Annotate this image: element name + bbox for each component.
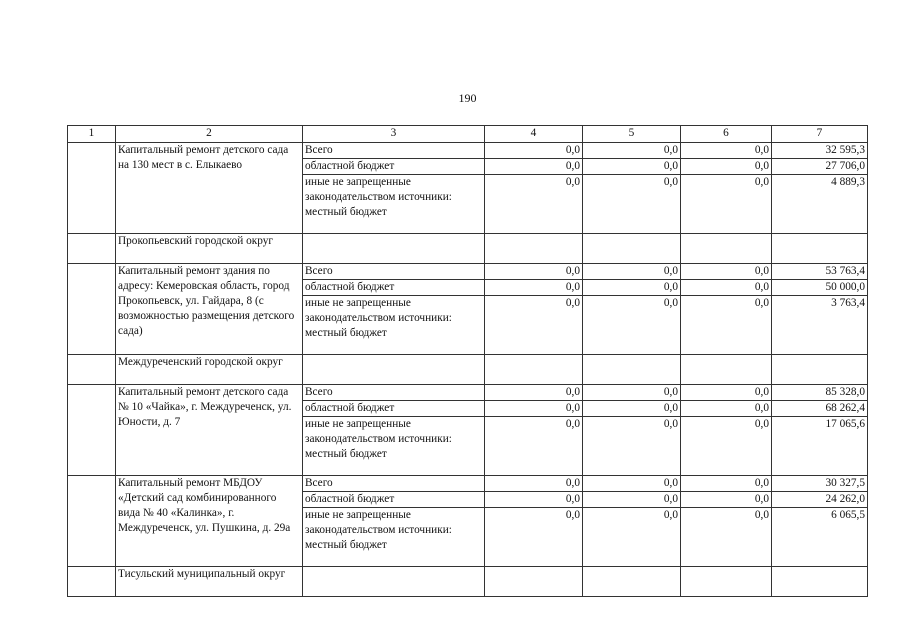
amount-cell: 17 065,6 (772, 417, 868, 476)
amount-cell: 0,0 (485, 280, 583, 296)
empty-cell (772, 355, 868, 385)
amount-cell: 0,0 (681, 385, 772, 401)
amount-cell: 0,0 (681, 476, 772, 492)
funding-source-label: Всего (303, 143, 485, 159)
amount-cell: 0,0 (485, 508, 583, 567)
budget-table (67, 125, 868, 597)
empty-cell (303, 567, 485, 597)
column-number: 1 (68, 126, 116, 143)
amount-cell: 53 763,4 (772, 264, 868, 280)
amount-cell: 0,0 (583, 476, 681, 492)
row-number-cell (68, 385, 116, 401)
amount-cell: 32 595,3 (772, 143, 868, 159)
amount-cell: 0,0 (485, 175, 583, 234)
column-number: 7 (772, 126, 868, 143)
amount-cell: 0,0 (583, 296, 681, 355)
amount-cell: 0,0 (583, 508, 681, 567)
funding-source-label: иные не запрещенные законодательством источники: местный бюджет (303, 417, 485, 476)
amount-cell: 0,0 (583, 385, 681, 401)
amount-cell: 0,0 (681, 492, 772, 508)
row-number-cell (68, 492, 116, 508)
municipality-row (68, 234, 868, 264)
amount-cell: 27 706,0 (772, 159, 868, 175)
amount-cell: 0,0 (485, 492, 583, 508)
amount-cell: 0,0 (583, 159, 681, 175)
row-number-cell (68, 567, 116, 597)
amount-cell: 3 763,4 (772, 296, 868, 355)
amount-cell: 0,0 (681, 143, 772, 159)
amount-cell: 0,0 (681, 159, 772, 175)
municipality-row (68, 567, 868, 597)
column-number: 4 (485, 126, 583, 143)
amount-cell: 0,0 (485, 264, 583, 280)
empty-cell (583, 234, 681, 264)
row-number-cell (68, 264, 116, 280)
empty-cell (303, 234, 485, 264)
funding-source-label: Всего (303, 476, 485, 492)
amount-cell: 0,0 (583, 492, 681, 508)
amount-cell: 0,0 (681, 417, 772, 476)
amount-cell: 0,0 (583, 280, 681, 296)
amount-cell: 0,0 (681, 508, 772, 567)
amount-cell: 68 262,4 (772, 401, 868, 417)
row-number-cell (68, 401, 116, 417)
empty-cell (485, 234, 583, 264)
page-number: 190 (458, 91, 477, 105)
amount-cell: 50 000,0 (772, 280, 868, 296)
column-number-header (68, 126, 868, 143)
municipality-row (68, 355, 868, 385)
amount-cell: 0,0 (681, 296, 772, 355)
amount-cell: 0,0 (485, 296, 583, 355)
amount-cell: 0,0 (681, 264, 772, 280)
row-number-cell (68, 355, 116, 385)
empty-cell (583, 355, 681, 385)
row-number-cell (68, 417, 116, 476)
amount-cell: 0,0 (485, 159, 583, 175)
empty-cell (303, 355, 485, 385)
column-number: 2 (116, 126, 303, 143)
amount-cell: 0,0 (681, 175, 772, 234)
column-number: 3 (303, 126, 485, 143)
funding-source-label: областной бюджет (303, 401, 485, 417)
amount-cell: 0,0 (485, 417, 583, 476)
project-row (68, 476, 868, 492)
funding-source-label: Всего (303, 264, 485, 280)
empty-cell (485, 355, 583, 385)
funding-source-label: областной бюджет (303, 492, 485, 508)
amount-cell: 0,0 (681, 401, 772, 417)
funding-source-label: иные не запрещенные законодательством источники: местный бюджет (303, 175, 485, 234)
amount-cell: 0,0 (583, 143, 681, 159)
project-name: Капитальный ремонт детского сада на 130 мест в с. Елыкаево (116, 143, 303, 234)
project-row (68, 143, 868, 159)
project-row (68, 385, 868, 401)
column-number: 5 (583, 126, 681, 143)
row-number-cell (68, 175, 116, 234)
row-number-cell (68, 234, 116, 264)
row-number-cell (68, 143, 116, 159)
empty-cell (681, 567, 772, 597)
funding-source-label: областной бюджет (303, 159, 485, 175)
row-number-cell (68, 476, 116, 492)
empty-cell (485, 567, 583, 597)
amount-cell: 0,0 (583, 417, 681, 476)
table-body (68, 126, 868, 597)
empty-cell (772, 567, 868, 597)
municipality-name: Междуреченский городской округ (116, 355, 303, 385)
funding-source-label: областной бюджет (303, 280, 485, 296)
amount-cell: 0,0 (485, 476, 583, 492)
empty-cell (681, 234, 772, 264)
municipality-name: Прокопьевский городской округ (116, 234, 303, 264)
amount-cell: 0,0 (583, 264, 681, 280)
amount-cell: 6 065,5 (772, 508, 868, 567)
funding-source-label: Всего (303, 385, 485, 401)
amount-cell: 0,0 (485, 385, 583, 401)
project-name: Капитальный ремонт МБДОУ «Детский сад комбинированного вида № 40 «Калинка», г. Междуреченск, ул. Пушкина, д. 29а (116, 476, 303, 567)
amount-cell: 0,0 (583, 401, 681, 417)
municipality-name: Тисульский муниципальный округ (116, 567, 303, 597)
row-number-cell (68, 159, 116, 175)
amount-cell: 4 889,3 (772, 175, 868, 234)
row-number-cell (68, 508, 116, 567)
row-number-cell (68, 280, 116, 296)
column-number: 6 (681, 126, 772, 143)
amount-cell: 24 262,0 (772, 492, 868, 508)
empty-cell (681, 355, 772, 385)
funding-source-label: иные не запрещенные законодательством источники: местный бюджет (303, 296, 485, 355)
amount-cell: 0,0 (485, 143, 583, 159)
empty-cell (772, 234, 868, 264)
amount-cell: 85 328,0 (772, 385, 868, 401)
funding-source-label: иные не запрещенные законодательством источники: местный бюджет (303, 508, 485, 567)
amount-cell: 0,0 (681, 280, 772, 296)
row-number-cell (68, 296, 116, 355)
amount-cell: 30 327,5 (772, 476, 868, 492)
empty-cell (583, 567, 681, 597)
project-name: Капитальный ремонт детского сада № 10 «Чайка», г. Междуреченск, ул. Юности, д. 7 (116, 385, 303, 476)
amount-cell: 0,0 (485, 401, 583, 417)
amount-cell: 0,0 (583, 175, 681, 234)
project-row (68, 264, 868, 280)
project-name: Капитальный ремонт здания по адресу: Кемеровская область, город Прокопьевск, ул. Гайдара, 8 (с возможностью размещения детского сада) (116, 264, 303, 355)
